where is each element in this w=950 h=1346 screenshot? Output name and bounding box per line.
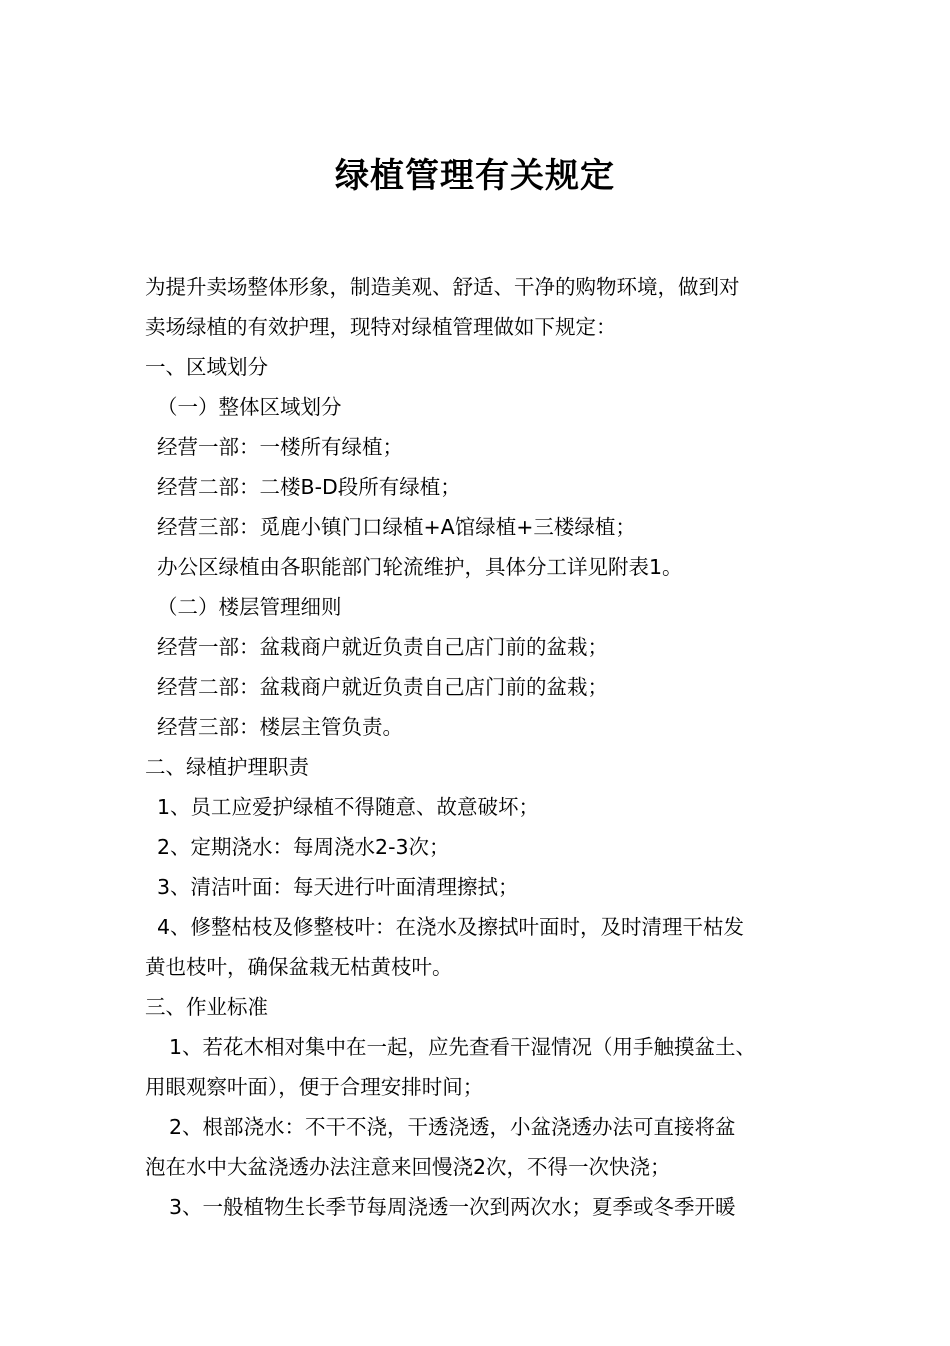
document-line: 1、若花木相对集中在一起，应先查看干湿情况（用手触摸盆土、 [169,1035,757,1059]
document-line: 泡在水中大盆浇透办法注意来回慢浇2次，不得一次快浇； [145,1155,671,1179]
document-line: （一）整体区域划分 [157,395,342,419]
document-line: 经营二部：二楼B-D段所有绿植； [157,475,461,499]
document-line: 4、修整枯枝及修整枝叶：在浇水及擦拭叶面时，及时清理干枯发 [157,915,745,939]
document-title: 绿植管理有关规定 [335,156,615,196]
document-line: 3、清洁叶面：每天进行叶面清理擦拭； [157,875,519,899]
document-line: 二、绿植护理职责 [145,755,309,779]
document-line: 经营三部：楼层主管负责。 [157,715,403,739]
document-line: （二）楼层管理细则 [157,595,342,619]
document-line: 一、区域划分 [145,355,268,379]
document-line: 为提升卖场整体形象，制造美观、舒适、干净的购物环境，做到对 [145,275,740,299]
document-line: 黄也枝叶，确保盆栽无枯黄枝叶。 [145,955,453,979]
document-line: 2、定期浇水：每周浇水2-3次； [157,835,450,859]
document-body [145,267,815,1227]
document-line: 经营二部：盆栽商户就近负责自己店门前的盆栽； [157,675,608,699]
document-line: 经营一部：盆栽商户就近负责自己店门前的盆栽； [157,635,608,659]
document-line: 1、员工应爱护绿植不得随意、故意破坏； [157,795,540,819]
document-line: 经营一部：一楼所有绿植； [157,435,403,459]
document-line: 经营三部：觅鹿小镇门口绿植+A馆绿植+三楼绿植； [157,515,636,539]
document-line: 办公区绿植由各职能部门轮流维护，具体分工详见附表1。 [157,555,683,579]
document-line: 卖场绿植的有效护理，现特对绿植管理做如下规定： [145,315,617,339]
document-line: 3、一般植物生长季节每周浇透一次到两次水；夏季或冬季开暖 [169,1195,736,1219]
document-line: 用眼观察叶面），便于合理安排时间； [145,1075,484,1099]
document-line: 三、作业标准 [145,995,268,1019]
document-line: 2、根部浇水：不干不浇，干透浇透，小盆浇透办法可直接将盆 [169,1115,736,1139]
